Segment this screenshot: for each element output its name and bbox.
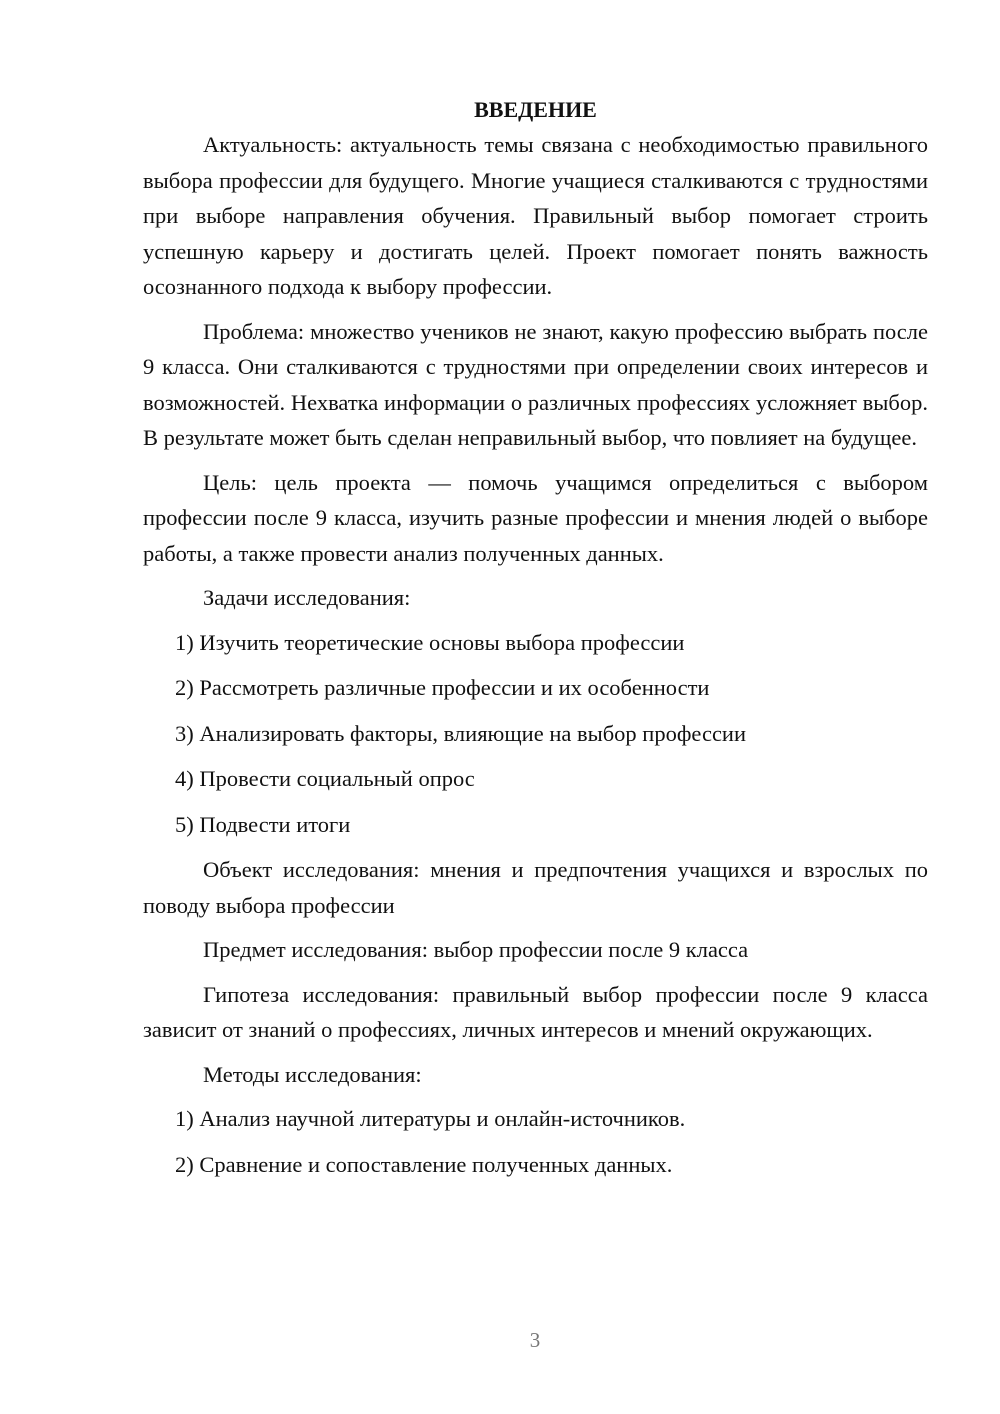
methods-heading: Методы исследования: xyxy=(203,1061,422,1087)
task-item: 5) Подвести итоги xyxy=(175,811,351,837)
paragraph-object: Объект исследования: мнения и предпочтения учащихся и взрослых по поводу выбора профессии xyxy=(143,857,928,918)
method-item: 1) Анализ научной литературы и онлайн-источников. xyxy=(175,1106,686,1131)
paragraph-hypothesis: Гипотеза исследования: правильный выбор профессии после 9 класса зависит от знаний о профессиях, личных интересов и мнений окружающих. xyxy=(143,981,928,1042)
task-item: 1) Изучить теоретические основы выбора профессии xyxy=(175,629,685,655)
page-content xyxy=(143,92,928,1192)
task-item: 3) Анализировать факторы, влияющие на выбор профессии xyxy=(175,720,747,746)
methods-list xyxy=(143,1101,928,1182)
task-item: 2) Рассмотреть различные профессии и их особенности xyxy=(175,675,710,700)
paragraph-relevance: Актуальность: актуальность темы связана с необходимостью правильного выбора профессии для будущего. Многие учащиеся сталкиваются с трудностями при выборе направления обучения. Правильный выбор помогает строить успешную карьеру и достигать целей. Проект помогает понять важность осознанного подхода к выбору профессии. xyxy=(143,132,928,299)
method-item: 2) Сравнение и сопоставление полученных данных. xyxy=(175,1151,673,1177)
page-number: 3 xyxy=(529,1328,541,1352)
paragraph-subject: Предмет исследования: выбор профессии после 9 класса xyxy=(203,937,749,962)
tasks-list xyxy=(143,625,928,843)
tasks-heading: Задачи исследования: xyxy=(203,585,411,610)
paragraph-goal: Цель: цель проекта — помочь учащимся определиться с выбором профессии после 9 класса, изучить разные профессии и мнения людей о выборе работы, а также провести анализ полученных данных. xyxy=(143,469,928,566)
paragraph-problem: Проблема: множество учеников не знают, какую профессию выбрать после 9 класса. Они сталкиваются с трудностями при определении своих интересов и возможностей. Нехватка информации о различных профессиях усложняет выбор. В результате может быть сделан неправильный выбор, что повлияет на будущее. xyxy=(143,318,928,450)
task-item: 4) Провести социальный опрос xyxy=(175,766,475,791)
page-title: ВВЕДЕНИЕ xyxy=(474,97,597,122)
